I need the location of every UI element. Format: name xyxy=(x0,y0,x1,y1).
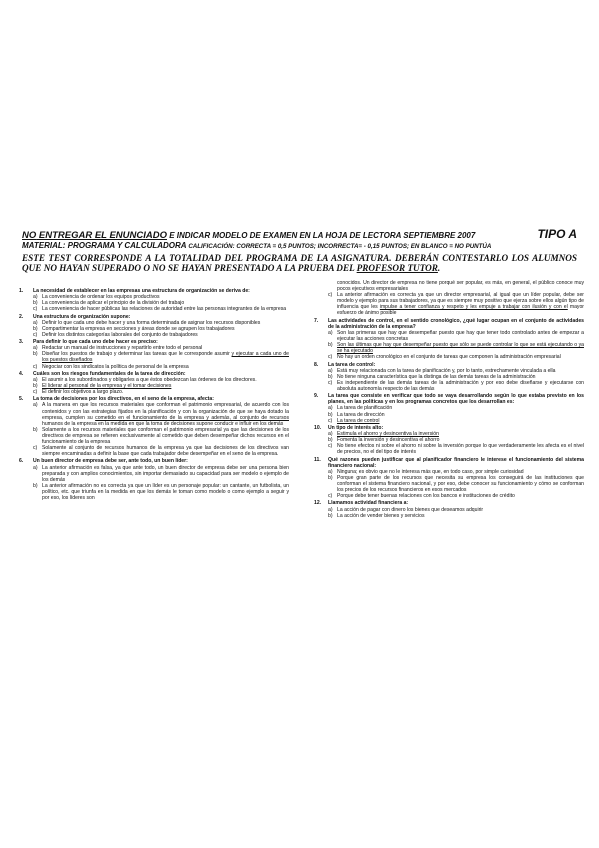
question-number: 8. xyxy=(314,361,319,368)
option-letter: a) xyxy=(33,464,38,471)
option-c-text: La anterior afirmación es correcta ya que un director empresarial, al igual que un líder popular, debe ser modelo y ejemplo para sus trabajadores, ya que es siempre muy positivo que ejerza sobre ellos algún tipo de influencia que les xyxy=(337,292,584,311)
option-a: La conveniencia de ordenar los equipos productivos xyxy=(42,294,160,301)
option-b xyxy=(42,351,289,363)
option-letter: a) xyxy=(33,345,38,352)
option-b: La tarea de dirección xyxy=(337,411,385,418)
question-2 xyxy=(19,314,289,338)
option-b: La anterior afirmación no es correcta ya que un líder es un personaje popular: un cantante, un futbolista, un político, etc. que triunfa en la medida en que los demás le toman como modelo o como ejemplo a seguir y por eso, los líderes son xyxy=(42,482,289,502)
option-a: Definir lo que cada uno debe hacer y una forma determinada de asignar los recursos disponibles xyxy=(42,319,261,326)
questions xyxy=(19,280,585,708)
option-a: La acción de pagar con dinero los bienes que deseamos adquirir xyxy=(337,506,484,513)
option-c xyxy=(337,292,584,316)
option-c: Solamente al conjunto de recursos humanos de la empresa ya que las decisiones de los directivos van siempre encaminadas a definir la base que cada trabajador debe desempeñar en el seno de la empresa. xyxy=(42,445,289,458)
option-a: Son las primeras que hay que desempeñar puesto que hay que tener todo controlado antes de empezar a ejecutar las acciones concretas xyxy=(337,329,584,343)
option-letter: a) xyxy=(328,329,333,336)
option-c: Es independiente de las demás tareas de la administración y por eso debe diseñarse y ejecutarse con absoluta autonomía respecto de las demás xyxy=(337,379,584,392)
option-b: Compartimentar la empresa en secciones y áreas donde se agrupen los trabajadores xyxy=(42,325,235,332)
option-a: La tarea de planificación xyxy=(337,405,393,412)
option-letter: c) xyxy=(328,354,333,361)
question-text: Llamamos actividad financiera a: xyxy=(328,500,409,507)
question-6 xyxy=(19,458,289,501)
option-b-underlined-end: que se está ejecutando o ya se ha ejecutado xyxy=(337,342,584,355)
option-a: Ninguna; es obvio que no le interesa más que, en todo caso, por simple curiosidad xyxy=(337,468,524,475)
left-column xyxy=(19,288,289,502)
option-letter: c) xyxy=(328,417,333,424)
option-b: La acción de vender bienes y servicios xyxy=(337,512,425,519)
entregar-label: ENTREGAR EL ENUNCIADO xyxy=(36,230,167,241)
question-6-continued xyxy=(314,280,584,317)
option-letter: c) xyxy=(33,331,38,338)
option-letter: b) xyxy=(328,512,333,519)
question-10 xyxy=(314,425,584,455)
option-a-text-end: humanos de la empresa en la medida en que la toma de decisiones supone conducir e influir en los demás xyxy=(42,420,284,427)
question-3 xyxy=(19,339,289,369)
option-letter: b) xyxy=(328,342,333,349)
question-number: 9. xyxy=(314,393,319,400)
option-letter: c) xyxy=(33,363,38,370)
question-number: 7. xyxy=(314,317,319,324)
option-letter: b) xyxy=(33,382,38,389)
option-letter: b) xyxy=(328,411,333,418)
warning-part1: ESTE TEST CORRESPONDE A LA TOTALIDAD DEL PROGRAMA DE LA ASIGNATURA. DEBERÁN CONTESTARLO LOS ALUMNOS QUE NO HAYAN SUPERADO O NO SE HAYAN PRESENTADO A LA PRUEBA DEL xyxy=(22,253,577,273)
option-letter: a) xyxy=(328,468,333,475)
no-label: NO xyxy=(22,230,37,241)
exam-header xyxy=(22,227,577,273)
option-b-text: Diseñar los puestos de trabajo y determinar las tareas que le corresponde asumir xyxy=(42,351,232,358)
warning-end: . xyxy=(437,263,441,273)
question-text: La tarea que consiste en verificar que todo se vaya desarrollando según lo que estaba previsto en los planes, en las políticas y en los programas concretos que los desarrollan es: xyxy=(328,393,584,406)
option-b-continued: conocidos. Un director de empresa no tiene porqué ser popular, es más, en general, el público conoce muy pocos ejecutivos empresariales xyxy=(337,280,584,293)
question-text: Una estructura de organización supone: xyxy=(33,313,131,320)
option-a-text: A la manera en que los recursos materiales que conforman el patrimonio empresarial, de acuerdo con los contenidos y con las estrategias fijados en la planificación y con la organización de que se haya dotado la empresa, cumplen su xyxy=(42,402,289,421)
option-c: Porque debe tener buenas relaciones con los bancos e instituciones de crédito xyxy=(337,493,515,500)
material-label: MATERIAL: PROGRAMA Y CALCULADORA xyxy=(22,241,187,250)
question-5 xyxy=(19,396,289,457)
option-a xyxy=(42,402,289,426)
question-7 xyxy=(314,318,584,361)
option-c: La tarea de control xyxy=(337,417,380,424)
question-text: Las actividades de control, en el sentido cronológico, ¿qué lugar ocupan en el conjunto de actividades de la administración de la empresa? xyxy=(328,317,584,330)
option-letter: a) xyxy=(33,376,38,383)
option-b: El liderar al personal de la empresa y el tomar decisiones xyxy=(42,382,172,389)
option-letter: a) xyxy=(328,405,333,412)
question-8 xyxy=(314,362,584,392)
question-number: 3. xyxy=(19,339,24,346)
option-letter: b) xyxy=(33,351,38,358)
option-c: No hay un orden cronológico en el conjunto de tareas que componen la administración empresarial xyxy=(337,354,561,361)
option-letter: a) xyxy=(328,431,333,437)
option-a: Estimula el ahorro y desincentiva la inversión xyxy=(337,431,439,437)
question-number: 10. xyxy=(314,424,322,431)
option-letter: b) xyxy=(33,482,38,489)
option-a: La anterior afirmación es falsa, ya que ante todo, un buen director de empresa debe ser una persona bien preparada y con amplios conocimientos, sin importar demasiado su capacidad para ser modelo o ejemplo de los demás xyxy=(42,464,289,483)
question-12 xyxy=(314,500,584,518)
option-b: Porque gran parte de los recursos que necesita su empresa los conseguirá de las instituciones que conforman el sistema financiero nacional, y por eso, debe conocer su funcionamiento y cómo se conforman los precios de los recursos financieros en esos mercados xyxy=(337,474,584,494)
option-a: Redactar un manual de instrucciones y repartirlo entre todo el personal xyxy=(42,345,203,352)
question-text: Un tipo de interés alto: xyxy=(328,424,384,431)
question-number: 2. xyxy=(19,313,24,320)
question-number: 12. xyxy=(314,500,322,507)
option-c: El definir los objetivos a largo plazo. xyxy=(42,389,124,396)
option-c-underlined: impulse a tener confianza y respeto y les empuje a trabajar con ilusión y con el xyxy=(379,304,568,311)
option-c: Negociar con los sindicatos la política de personal de la empresa xyxy=(42,363,189,370)
question-9 xyxy=(314,393,584,423)
option-letter: b) xyxy=(328,474,333,481)
option-b: No tiene ninguna característica que la distinga de las demás tareas de la administración xyxy=(337,373,536,380)
option-letter: a) xyxy=(328,367,333,374)
warning-text xyxy=(22,253,577,273)
option-a-underlined: cometido en el funcionamiento de la empresa y además, al conjunto de recursos xyxy=(95,414,289,421)
grading-text: CALIFICACIÓN: CORRECTA = 0,5 PUNTOS; INCORRECTA= - 0,15 PUNTOS; EN BLANCO = NO PUNTÚA xyxy=(186,243,492,250)
option-letter: c) xyxy=(328,493,333,500)
option-letter: b) xyxy=(328,373,333,380)
question-text: Cuáles son los riesgos fundamentales de la tarea de dirección: xyxy=(33,370,186,377)
option-b-underlined: y ejecutar a cada uno de los puestos diseñados xyxy=(42,351,289,364)
option-c: La conveniencia de hacer públicas las relaciones de autoridad entre las personas integrantes de la empresa xyxy=(42,306,287,313)
question-11 xyxy=(314,457,584,500)
option-letter: a) xyxy=(33,294,38,301)
option-letter: c) xyxy=(33,445,38,452)
option-letter: b) xyxy=(328,437,333,444)
instructions-line xyxy=(22,227,577,241)
option-c: No tiene efectos ni sobre el ahorro ni sobre la inversión porque lo que verdaderamente les afecta es el nivel de precios, no el del tipo de interés xyxy=(337,443,584,456)
option-a: El asumir a los subordinados y obligarles a que éstos obedezcan las órdenes de los directores. xyxy=(42,376,257,383)
option-letter: c) xyxy=(33,306,38,313)
right-column xyxy=(314,280,584,520)
option-c-text-end: mayor esfuerzo de ánimo posible xyxy=(337,304,585,317)
option-b: La conveniencia de aplicar el principio de la división del trabajo xyxy=(42,300,185,307)
option-letter: a) xyxy=(328,506,333,513)
instructions-text: E INDICAR MODELO DE EXAMEN EN LA HOJA DE LECTORA SEPTIEMBRE 2007 xyxy=(166,231,476,240)
question-text: Un buen director de empresa debe ser, ante todo, un buen líder: xyxy=(33,458,188,465)
question-1 xyxy=(19,288,289,312)
option-letter: c) xyxy=(328,292,333,299)
question-text: La tarea de control: xyxy=(328,361,376,368)
question-number: 1. xyxy=(19,288,24,294)
option-b: Solamente a los recursos materiales que conforman el patrimonio empresarial ya que las decisiones de los directivos de empresa se refieren exclusivamente al cometido que deben desempeñar dichos recursos en el funcionamiento de la empresa xyxy=(42,426,289,445)
option-letter: b) xyxy=(33,325,38,332)
question-4 xyxy=(19,371,289,395)
question-number: 11. xyxy=(314,456,321,463)
question-text: La necesidad de establecer en las empresas una estructura de organización se deriva de: xyxy=(33,288,250,294)
question-number: 6. xyxy=(19,458,24,465)
question-text: Para definir lo que cada uno debe hacer es preciso: xyxy=(33,339,158,346)
option-a: Está muy relacionada con la tarea de planificación y, por lo tanto, estrechamente vinculada a ella xyxy=(337,367,556,374)
material-line xyxy=(22,241,577,251)
option-c: Definir los distintos categorías laborales del conjunto de trabajadores xyxy=(42,331,198,338)
option-letter: a) xyxy=(33,402,38,409)
question-text: Qué razones pueden justificar que al planificador financiero le interese el funcionamiento del sistema financiero nacional: xyxy=(328,456,584,469)
option-letter: b) xyxy=(33,426,38,433)
option-b: Fomenta la inversión y desincentiva el ahorro xyxy=(337,437,440,444)
question-number: 5. xyxy=(19,396,24,403)
option-letter: a) xyxy=(33,319,38,326)
option-letter: c) xyxy=(328,443,333,450)
option-b-underlined: Son las últimas que hay que desempeñar puesto que sólo se puede controlar lo xyxy=(337,342,520,349)
option-letter: c) xyxy=(33,389,38,396)
warning-tutor: PROFESOR TUTOR xyxy=(356,263,438,273)
exam-type: TIPO A xyxy=(537,227,577,241)
option-letter: c) xyxy=(328,379,333,386)
question-text: La toma de decisiones por los directivos, en el seno de la empresa, afecta: xyxy=(33,396,214,403)
option-b xyxy=(337,342,584,354)
question-number: 4. xyxy=(19,370,24,377)
option-letter: b) xyxy=(33,300,38,307)
